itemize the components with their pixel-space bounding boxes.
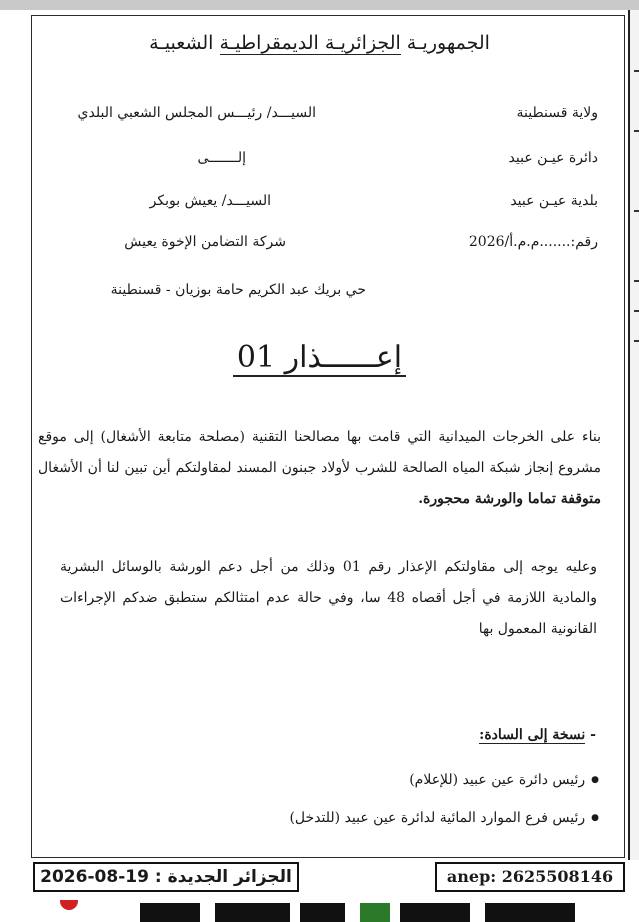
recipient-name: السيـــد/ يعيش بوبكر — [149, 193, 271, 209]
recipient-to: إلـــــــى — [197, 150, 246, 166]
notice-paragraph-1: بناء على الخرجات الميدانية التي قامت بها مصالحنا التقنية (مصلحة متابعة الأشغال) إلى موقع مشروع إنجاز شبكة المياه الصالحة للشرب لأولاد جبنون المسند لمقاولتكم أين تبين لنا أن الأشغال متوقفة تماما والورشة محجورة. — [38, 429, 601, 507]
notice-title: إعــــــذار 01 — [0, 340, 639, 375]
sender-wilaya: ولاية قسنطينة — [516, 105, 598, 121]
adjacent-page-edge — [628, 10, 639, 860]
copy-recipient-2: ● رئيس فرع الموارد المائية لدائرة عين عبيد (للتدخل) — [289, 810, 599, 826]
newspaper-date-box: الجزائر الجديدة : 19-08-2026 — [33, 862, 299, 892]
sender-daira: دائرة عيـن عبيد — [508, 150, 598, 166]
top-bar — [0, 0, 639, 10]
copies-heading: - نسخة إلى السادة: — [479, 727, 596, 743]
republic-title: الجمهوريـة الجزائريـة الديمقراطيـة الشعبيـة — [149, 32, 490, 54]
recipient-from: السيـــد/ رئيـــس المجلس الشعبي البلدي — [77, 105, 316, 121]
recipient-address: حي بريك عبد الكريم حامة بوزيان - قسنطينة — [110, 282, 366, 298]
notice-paragraph-2: وعليه يوجه إلى مقاولتكم الإعذار رقم 01 وذلك من أجل دعم الورشة بالوسائل البشرية والمادية اللازمة في أجل أقصاه 48 سا، وفي حالة عدم امتثالكم ستطبق ضدكم الإجراءات القانونية المعمول بها — [60, 559, 597, 637]
recipient-company: شركة التضامن الإخوة يعيش — [124, 234, 286, 250]
next-page-strip — [0, 900, 639, 922]
copy-recipient-1: ● رئيس دائرة عين عبيد (للإعلام) — [409, 772, 599, 788]
reference-number: رقم:.......م.م.أ/2026 — [468, 234, 598, 250]
sender-commune: بلدية عيـن عبيد — [510, 193, 598, 209]
anep-number-box: anep: 2625508146 — [435, 862, 625, 892]
